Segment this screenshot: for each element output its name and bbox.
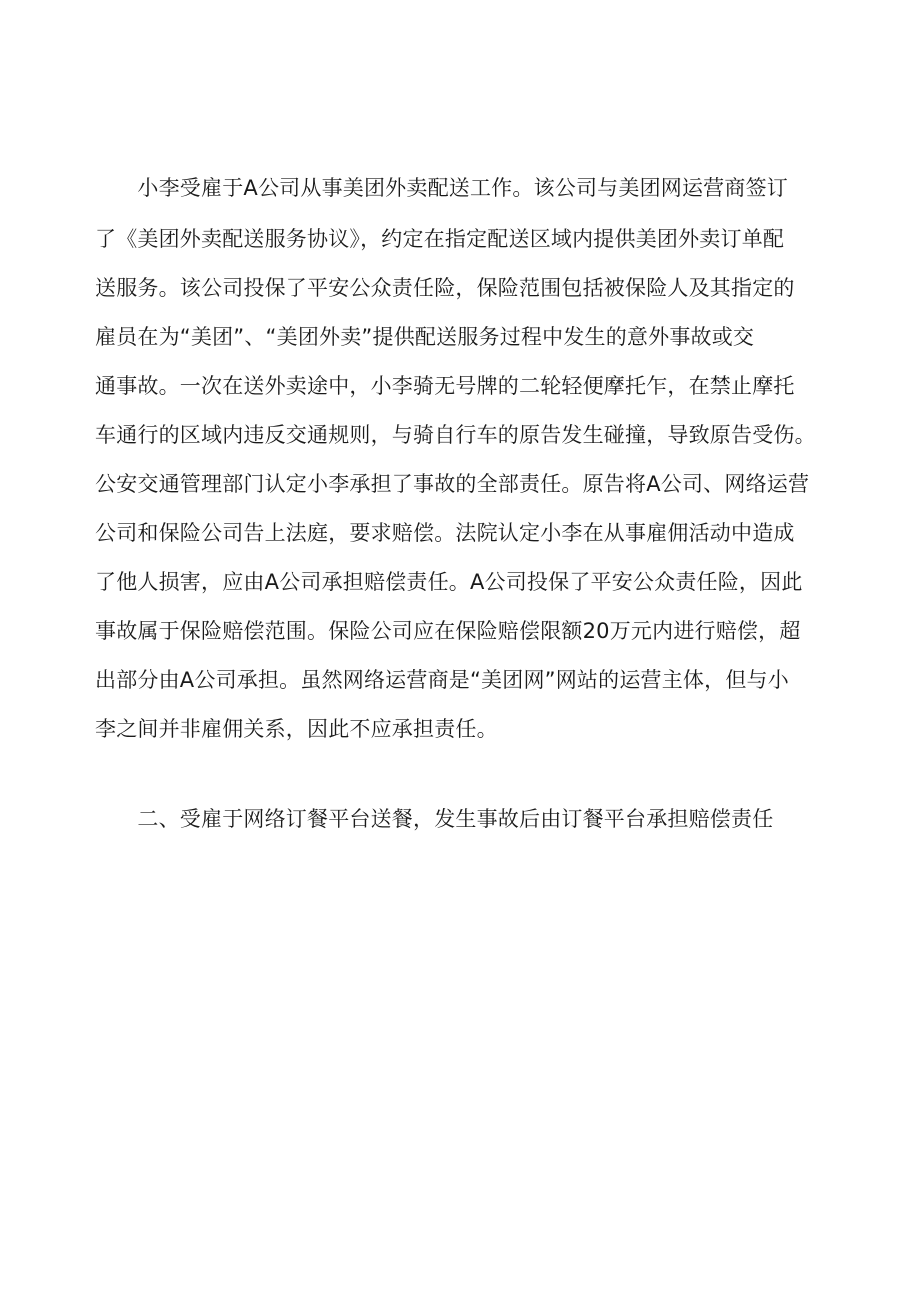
paragraph-line: 了《美团外卖配送服务协议》，约定在指定配送区域内提供美团外卖订单配 [95,227,785,251]
paragraph-line: 事故属于保险赔偿范围。保险公司应在保险赔偿限额20万元内进行赔偿，超 [95,619,801,643]
paragraph-line: 送服务。该公司投保了平安公众责任险，保险范围包括被保险人及其指定的 [95,276,795,300]
paragraph-line: 通事故。一次在送外卖途中，小李骑无号牌的二轮轻便摩托乍，在禁止摩托 [95,374,795,398]
paragraph-line: 小李受雇于A公司从事美团外卖配送工作。该公司与美团网运营商签订 [95,176,788,200]
paragraph-line: 车通行的区域内违反交通规则，与骑自行车的原告发生碰撞，导致原告受伤。 [95,423,816,447]
section-heading: 二、受雇于网络订餐平台送餐，发生事故后由订餐平台承担赔偿责任 [95,807,774,831]
paragraph-line: 公安交通管理部门认定小李承担了事故的全部责任。原告将A公司、网络运营 [95,472,810,496]
paragraph-line: 李之间并非雇佣关系，因此不应承担责任。 [95,717,498,741]
paragraph-line: 了他人损害，应由A公司承担赔偿责任。A公司投保了平安公众责任险，因此 [95,570,803,594]
paragraph-line: 雇员在为“美团”、“美团外卖”提供配送服务过程中发生的意外事故或交 [95,325,755,349]
paragraph-line: 公司和保险公司告上法庭，要求赔偿。法院认定小李在从事雇佣活动中造成 [95,521,795,545]
paragraph-line: 出部分由A公司承担。虽然网络运营商是“美团网”网站的运营主体，但与小 [95,668,789,692]
